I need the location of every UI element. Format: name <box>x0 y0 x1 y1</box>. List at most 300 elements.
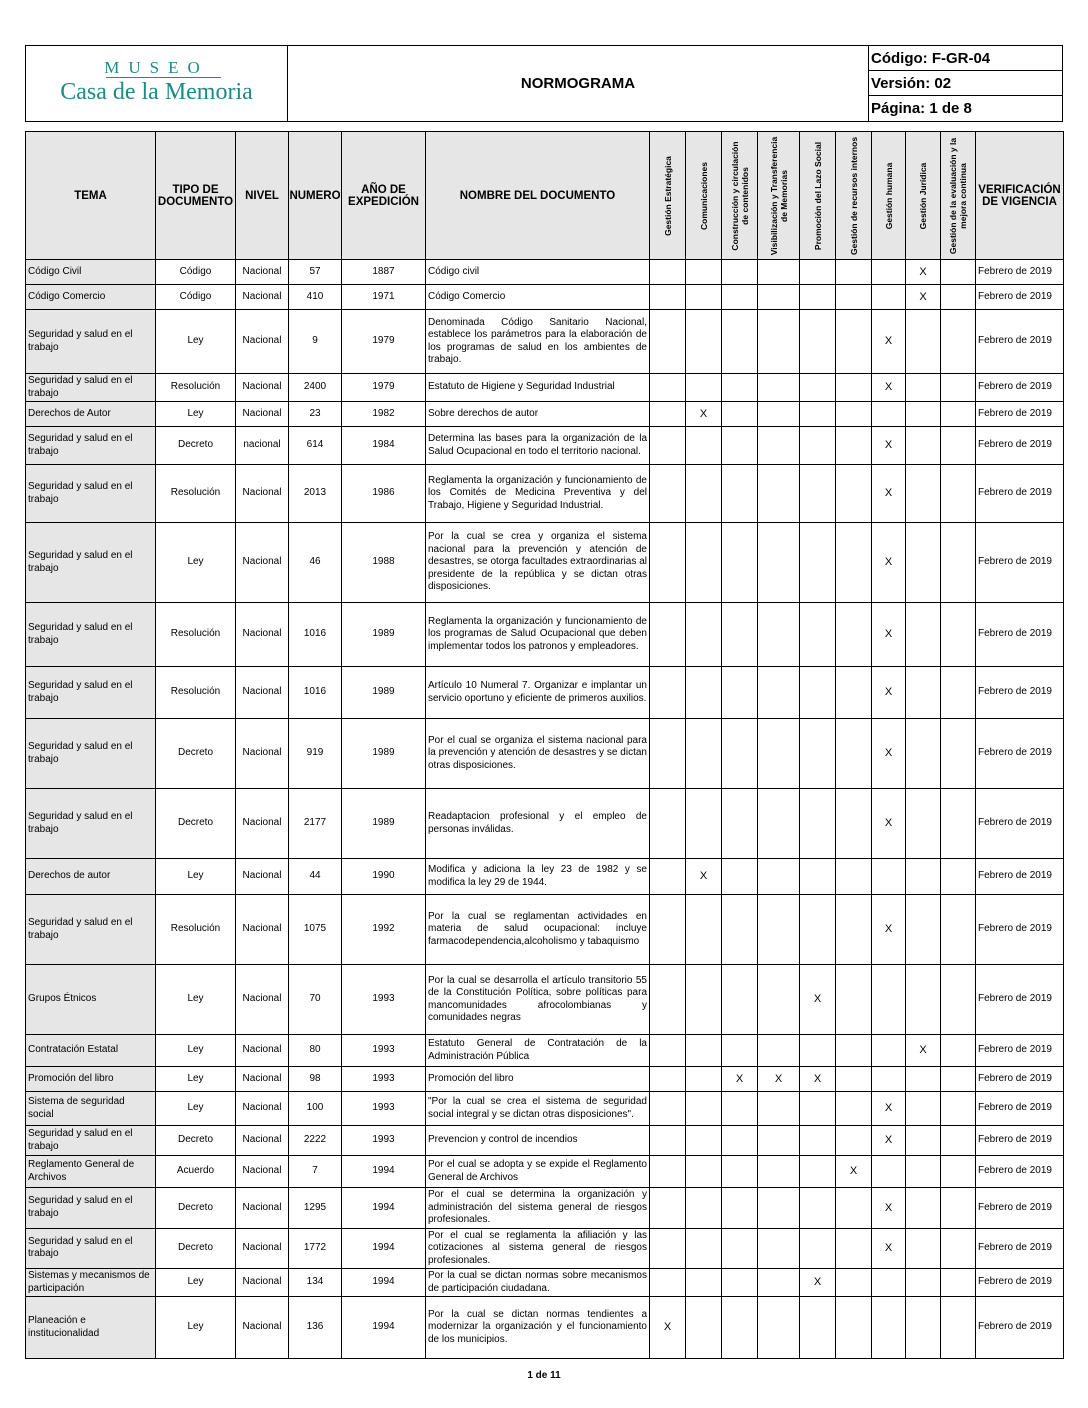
cell-nivel: Nacional <box>236 1067 289 1092</box>
cell-numero: 1075 <box>289 895 342 965</box>
logo-museo-text: MUSEO <box>104 58 209 77</box>
cell-vigencia: Febrero de 2019 <box>976 1156 1064 1188</box>
cell-area-mark <box>836 402 872 427</box>
cell-vigencia: Febrero de 2019 <box>976 402 1064 427</box>
cell-area-mark <box>800 310 836 374</box>
cell-area-mark <box>650 260 686 285</box>
cell-nombre: Readaptacion profesional y el empleo de personas inválidas. <box>426 789 650 859</box>
cell-area-mark <box>722 1035 758 1067</box>
cell-nivel: Nacional <box>236 1228 289 1269</box>
cell-area-mark <box>872 965 906 1035</box>
cell-tipo: Ley <box>156 859 236 895</box>
table-row <box>26 1035 1064 1067</box>
cell-area-mark <box>941 402 976 427</box>
cell-area-mark <box>650 965 686 1035</box>
col-header-area: Gestión de recursos internos <box>836 132 872 260</box>
cell-nivel: Nacional <box>236 965 289 1035</box>
col-header-area: Visibilización y Transferencia de Memorias <box>758 132 800 260</box>
cell-area-mark <box>686 427 722 465</box>
col-header-area: Promoción del Lazo Social <box>800 132 836 260</box>
table-row <box>26 260 1064 285</box>
cell-area-mark <box>836 789 872 859</box>
cell-numero: 7 <box>289 1156 342 1188</box>
cell-anio: 1994 <box>342 1188 426 1229</box>
table-row <box>26 402 1064 427</box>
cell-numero: 70 <box>289 965 342 1035</box>
cell-tema: Seguridad y salud en el trabajo <box>26 789 156 859</box>
cell-area-mark <box>650 667 686 719</box>
cell-nivel: Nacional <box>236 1269 289 1297</box>
col-header-area: Construcción y circulación de contenidos <box>722 132 758 260</box>
cell-area-mark <box>800 523 836 603</box>
cell-area-mark <box>836 1297 872 1359</box>
cell-area-mark <box>941 260 976 285</box>
cell-area-mark: X <box>906 1035 941 1067</box>
table-row <box>26 1188 1064 1229</box>
cell-tipo: Ley <box>156 1269 236 1297</box>
cell-tipo: Decreto <box>156 719 236 789</box>
cell-nivel: Nacional <box>236 523 289 603</box>
cell-nombre: Reglamenta la organización y funcionamiento de los programas de Salud Ocupacional que deben implementar todos los patronos y empleadores. <box>426 603 650 667</box>
cell-tema: Planeación e institucionalidad <box>26 1297 156 1359</box>
cell-area-mark: X <box>800 965 836 1035</box>
cell-area-mark <box>650 1092 686 1126</box>
cell-area-mark <box>941 523 976 603</box>
table-row <box>26 465 1064 523</box>
cell-anio: 1994 <box>342 1156 426 1188</box>
cell-area-mark: X <box>686 402 722 427</box>
cell-tema: Código Civil <box>26 260 156 285</box>
cell-anio: 1990 <box>342 859 426 895</box>
cell-vigencia: Febrero de 2019 <box>976 1126 1064 1156</box>
cell-area-mark <box>906 1156 941 1188</box>
cell-anio: 1984 <box>342 427 426 465</box>
cell-area-mark <box>872 260 906 285</box>
cell-anio: 1887 <box>342 260 426 285</box>
cell-tema: Seguridad y salud en el trabajo <box>26 719 156 789</box>
cell-area-mark <box>722 667 758 719</box>
cell-nombre: Sobre derechos de autor <box>426 402 650 427</box>
cell-area-mark <box>941 719 976 789</box>
cell-numero: 1295 <box>289 1188 342 1229</box>
cell-area-mark <box>758 895 800 965</box>
cell-area-mark <box>722 603 758 667</box>
cell-tipo: Código <box>156 285 236 310</box>
cell-area-mark <box>906 374 941 402</box>
cell-numero: 80 <box>289 1035 342 1067</box>
cell-anio: 1994 <box>342 1228 426 1269</box>
cell-area-mark <box>758 1269 800 1297</box>
cell-anio: 1979 <box>342 374 426 402</box>
cell-nivel: nacional <box>236 427 289 465</box>
cell-area-mark <box>836 1035 872 1067</box>
cell-numero: 2400 <box>289 374 342 402</box>
cell-area-mark <box>686 789 722 859</box>
cell-area-mark <box>941 374 976 402</box>
cell-nivel: Nacional <box>236 895 289 965</box>
cell-area-mark <box>650 427 686 465</box>
cell-area-mark <box>650 1228 686 1269</box>
cell-area-mark <box>800 1092 836 1126</box>
cell-area-mark <box>758 719 800 789</box>
cell-area-mark <box>836 285 872 310</box>
cell-area-mark <box>686 603 722 667</box>
cell-nivel: Nacional <box>236 285 289 310</box>
cell-area-mark: X <box>872 310 906 374</box>
cell-area-mark <box>906 1067 941 1092</box>
col-header-anio: AÑO DE EXPEDICIÓN <box>342 132 426 260</box>
cell-area-mark: X <box>800 1269 836 1297</box>
cell-area-mark <box>686 1156 722 1188</box>
cell-tipo: Ley <box>156 965 236 1035</box>
cell-area-mark <box>836 719 872 789</box>
cell-tema: Seguridad y salud en el trabajo <box>26 310 156 374</box>
cell-area-mark <box>650 859 686 895</box>
cell-area-mark <box>650 1156 686 1188</box>
cell-area-mark <box>941 1188 976 1229</box>
cell-area-mark <box>800 789 836 859</box>
cell-tipo: Decreto <box>156 1228 236 1269</box>
cell-area-mark <box>941 465 976 523</box>
cell-nivel: Nacional <box>236 1188 289 1229</box>
cell-tipo: Decreto <box>156 1188 236 1229</box>
cell-area-mark <box>686 1188 722 1229</box>
cell-anio: 1993 <box>342 1035 426 1067</box>
cell-vigencia: Febrero de 2019 <box>976 260 1064 285</box>
col-header-tipo: TIPO DE DOCUMENTO <box>156 132 236 260</box>
cell-area-mark <box>722 789 758 859</box>
cell-area-mark <box>800 465 836 523</box>
cell-anio: 1993 <box>342 965 426 1035</box>
cell-area-mark <box>686 667 722 719</box>
cell-numero: 1772 <box>289 1228 342 1269</box>
cell-numero: 44 <box>289 859 342 895</box>
cell-area-mark <box>722 1092 758 1126</box>
cell-area-mark: X <box>872 1092 906 1126</box>
col-header-area: Gestión Jurídica <box>906 132 941 260</box>
cell-area-mark <box>686 374 722 402</box>
cell-area-mark <box>650 1035 686 1067</box>
cell-area-mark <box>722 859 758 895</box>
cell-area-mark <box>800 1156 836 1188</box>
cell-area-mark <box>758 789 800 859</box>
cell-area-mark <box>941 1035 976 1067</box>
cell-area-mark <box>941 285 976 310</box>
cell-area-mark <box>650 895 686 965</box>
cell-area-mark: X <box>836 1156 872 1188</box>
cell-vigencia: Febrero de 2019 <box>976 603 1064 667</box>
cell-nombre: Por el cual se determina la organización y administración del sistema general de riesgos profesionales. <box>426 1188 650 1229</box>
cell-area-mark <box>941 895 976 965</box>
cell-tipo: Decreto <box>156 427 236 465</box>
cell-area-mark <box>722 1297 758 1359</box>
cell-area-mark <box>758 1035 800 1067</box>
cell-area-mark <box>758 1297 800 1359</box>
cell-nivel: Nacional <box>236 374 289 402</box>
cell-area-mark <box>906 895 941 965</box>
cell-area-mark <box>758 523 800 603</box>
cell-area-mark <box>836 965 872 1035</box>
cell-area-mark <box>836 427 872 465</box>
cell-nivel: Nacional <box>236 789 289 859</box>
cell-area-mark: X <box>872 1126 906 1156</box>
cell-numero: 2013 <box>289 465 342 523</box>
cell-tema: Código Comercio <box>26 285 156 310</box>
cell-tema: Seguridad y salud en el trabajo <box>26 427 156 465</box>
cell-tipo: Resolución <box>156 603 236 667</box>
cell-nombre: Estatuto General de Contratación de la Administración Pública <box>426 1035 650 1067</box>
cell-area-mark <box>800 1188 836 1229</box>
cell-area-mark <box>872 1035 906 1067</box>
cell-numero: 100 <box>289 1092 342 1126</box>
cell-area-mark <box>758 859 800 895</box>
cell-area-mark <box>650 374 686 402</box>
cell-vigencia: Febrero de 2019 <box>976 1228 1064 1269</box>
document-page: Página: 1 de 8 <box>871 100 972 117</box>
table-row <box>26 719 1064 789</box>
cell-numero: 2177 <box>289 789 342 859</box>
table-row <box>26 859 1064 895</box>
document-header <box>25 45 1063 122</box>
table-row <box>26 285 1064 310</box>
cell-area-mark <box>906 667 941 719</box>
cell-area-mark <box>722 965 758 1035</box>
cell-area-mark <box>872 1269 906 1297</box>
cell-tipo: Ley <box>156 523 236 603</box>
cell-area-mark <box>906 1126 941 1156</box>
cell-vigencia: Febrero de 2019 <box>976 1035 1064 1067</box>
cell-area-mark <box>906 859 941 895</box>
cell-area-mark <box>800 1126 836 1156</box>
cell-vigencia: Febrero de 2019 <box>976 965 1064 1035</box>
cell-area-mark <box>906 719 941 789</box>
cell-tema: Seguridad y salud en el trabajo <box>26 1228 156 1269</box>
cell-area-mark <box>722 260 758 285</box>
cell-area-mark <box>800 667 836 719</box>
cell-tipo: Resolución <box>156 667 236 719</box>
cell-nombre: Reglamenta la organización y funcionamiento de los Comités de Medicina Preventiva y del Trabajo, Higiene y Seguridad Industrial. <box>426 465 650 523</box>
table-row <box>26 789 1064 859</box>
cell-tipo: Decreto <box>156 1126 236 1156</box>
cell-area-mark <box>906 1269 941 1297</box>
document-code: Código: F-GR-04 <box>869 46 1062 71</box>
cell-numero: 134 <box>289 1269 342 1297</box>
cell-tema: Seguridad y salud en el trabajo <box>26 895 156 965</box>
cell-tema: Reglamento General de Archivos <box>26 1156 156 1188</box>
cell-nivel: Nacional <box>236 1156 289 1188</box>
table-row <box>26 1228 1064 1269</box>
table-row <box>26 895 1064 965</box>
cell-area-mark <box>758 1228 800 1269</box>
cell-area-mark <box>686 965 722 1035</box>
cell-tipo: Ley <box>156 1297 236 1359</box>
cell-nivel: Nacional <box>236 465 289 523</box>
cell-anio: 1993 <box>342 1067 426 1092</box>
cell-nombre: Artículo 10 Numeral 7. Organizar e implantar un servicio oportuno y eficiente de primeros auxilios. <box>426 667 650 719</box>
cell-tema: Derechos de autor <box>26 859 156 895</box>
logo-casa-text: Casa de la Memoria <box>60 79 253 105</box>
cell-area-mark <box>872 1156 906 1188</box>
cell-area-mark <box>758 285 800 310</box>
cell-anio: 1992 <box>342 895 426 965</box>
cell-area-mark <box>872 402 906 427</box>
cell-area-mark <box>836 667 872 719</box>
cell-numero: 136 <box>289 1297 342 1359</box>
cell-area-mark <box>758 260 800 285</box>
cell-area-mark <box>722 310 758 374</box>
cell-area-mark <box>800 1035 836 1067</box>
cell-area-mark <box>836 260 872 285</box>
cell-area-mark <box>722 465 758 523</box>
cell-area-mark <box>686 523 722 603</box>
cell-area-mark <box>722 1126 758 1156</box>
cell-nivel: Nacional <box>236 310 289 374</box>
cell-vigencia: Febrero de 2019 <box>976 789 1064 859</box>
cell-tipo: Decreto <box>156 789 236 859</box>
cell-numero: 614 <box>289 427 342 465</box>
cell-area-mark <box>650 465 686 523</box>
cell-area-mark <box>836 465 872 523</box>
cell-area-mark <box>722 427 758 465</box>
cell-nivel: Nacional <box>236 603 289 667</box>
cell-area-mark <box>836 1126 872 1156</box>
cell-area-mark <box>906 789 941 859</box>
cell-area-mark <box>836 859 872 895</box>
cell-vigencia: Febrero de 2019 <box>976 427 1064 465</box>
cell-area-mark: X <box>872 465 906 523</box>
cell-numero: 410 <box>289 285 342 310</box>
cell-area-mark: X <box>800 1067 836 1092</box>
cell-area-mark <box>686 1126 722 1156</box>
cell-area-mark <box>686 1297 722 1359</box>
cell-area-mark <box>650 719 686 789</box>
cell-area-mark <box>836 1092 872 1126</box>
cell-area-mark <box>941 427 976 465</box>
cell-area-mark <box>941 310 976 374</box>
table-row <box>26 1156 1064 1188</box>
cell-area-mark <box>906 310 941 374</box>
col-header-area: Gestión humana <box>872 132 906 260</box>
cell-area-mark <box>941 789 976 859</box>
cell-nivel: Nacional <box>236 1126 289 1156</box>
cell-nivel: Nacional <box>236 1297 289 1359</box>
cell-area-mark: X <box>872 667 906 719</box>
cell-area-mark: X <box>872 523 906 603</box>
cell-area-mark <box>686 465 722 523</box>
cell-area-mark <box>722 1156 758 1188</box>
cell-nombre: Código civil <box>426 260 650 285</box>
table-row <box>26 310 1064 374</box>
cell-area-mark <box>906 1188 941 1229</box>
cell-area-mark: X <box>872 427 906 465</box>
cell-area-mark <box>836 895 872 965</box>
cell-anio: 1986 <box>342 465 426 523</box>
cell-area-mark <box>758 1188 800 1229</box>
cell-area-mark <box>800 285 836 310</box>
cell-area-mark <box>758 965 800 1035</box>
cell-vigencia: Febrero de 2019 <box>976 1067 1064 1092</box>
cell-area-mark <box>686 1035 722 1067</box>
cell-area-mark <box>650 1269 686 1297</box>
museum-logo <box>26 46 288 121</box>
cell-area-mark <box>758 374 800 402</box>
cell-area-mark: X <box>872 895 906 965</box>
col-header-tema: TEMA <box>26 132 156 260</box>
cell-vigencia: Febrero de 2019 <box>976 285 1064 310</box>
cell-area-mark <box>906 523 941 603</box>
cell-area-mark <box>800 1297 836 1359</box>
cell-tema: Seguridad y salud en el trabajo <box>26 523 156 603</box>
cell-nombre: Por la cual se dictan normas tendientes a modernizar la organización y el funcionamiento de los municipios. <box>426 1297 650 1359</box>
table-row <box>26 523 1064 603</box>
cell-area-mark <box>941 859 976 895</box>
cell-anio: 1988 <box>342 523 426 603</box>
cell-area-mark <box>800 859 836 895</box>
cell-area-mark <box>872 859 906 895</box>
cell-area-mark <box>906 1092 941 1126</box>
cell-numero: 1016 <box>289 667 342 719</box>
cell-area-mark <box>686 310 722 374</box>
cell-area-mark <box>872 1067 906 1092</box>
cell-nombre: Por la cual se dictan normas sobre mecanismos de participación ciudadana. <box>426 1269 650 1297</box>
cell-area-mark <box>650 1067 686 1092</box>
cell-nombre: Determina las bases para la organización de la Salud Ocupacional en todo el territorio nacional. <box>426 427 650 465</box>
cell-area-mark <box>941 965 976 1035</box>
cell-numero: 23 <box>289 402 342 427</box>
cell-area-mark <box>941 1156 976 1188</box>
cell-nombre: Modifica y adiciona la ley 23 de 1982 y se modifica la ley 29 de 1944. <box>426 859 650 895</box>
cell-numero: 2222 <box>289 1126 342 1156</box>
cell-numero: 9 <box>289 310 342 374</box>
cell-area-mark <box>906 603 941 667</box>
cell-area-mark <box>686 1092 722 1126</box>
cell-vigencia: Febrero de 2019 <box>976 1188 1064 1229</box>
cell-area-mark: X <box>758 1067 800 1092</box>
cell-numero: 98 <box>289 1067 342 1092</box>
cell-area-mark <box>836 523 872 603</box>
cell-area-mark: X <box>722 1067 758 1092</box>
table-row <box>26 603 1064 667</box>
cell-area-mark: X <box>906 285 941 310</box>
cell-nombre: Estatuto de Higiene y Seguridad Industrial <box>426 374 650 402</box>
col-header-area: Comunicaciones <box>686 132 722 260</box>
cell-tema: Contratación Estatal <box>26 1035 156 1067</box>
table-body <box>26 260 1064 1359</box>
cell-tipo: Código <box>156 260 236 285</box>
cell-area-mark <box>650 285 686 310</box>
cell-area-mark <box>836 603 872 667</box>
cell-area-mark <box>941 1092 976 1126</box>
cell-area-mark <box>722 1188 758 1229</box>
cell-area-mark <box>722 1269 758 1297</box>
cell-area-mark <box>800 1228 836 1269</box>
cell-area-mark: X <box>686 859 722 895</box>
cell-anio: 1993 <box>342 1126 426 1156</box>
table-row <box>26 427 1064 465</box>
cell-area-mark <box>941 1228 976 1269</box>
table-row <box>26 1297 1064 1359</box>
table-row <box>26 1269 1064 1297</box>
cell-nivel: Nacional <box>236 719 289 789</box>
cell-area-mark <box>941 1126 976 1156</box>
cell-tema: Grupos Étnicos <box>26 965 156 1035</box>
cell-area-mark: X <box>872 789 906 859</box>
cell-area-mark <box>722 402 758 427</box>
cell-nivel: Nacional <box>236 667 289 719</box>
cell-nombre: "Por la cual se crea el sistema de seguridad social integral y se dictan otras disposiciones". <box>426 1092 650 1126</box>
table-row <box>26 1067 1064 1092</box>
cell-area-mark <box>800 719 836 789</box>
